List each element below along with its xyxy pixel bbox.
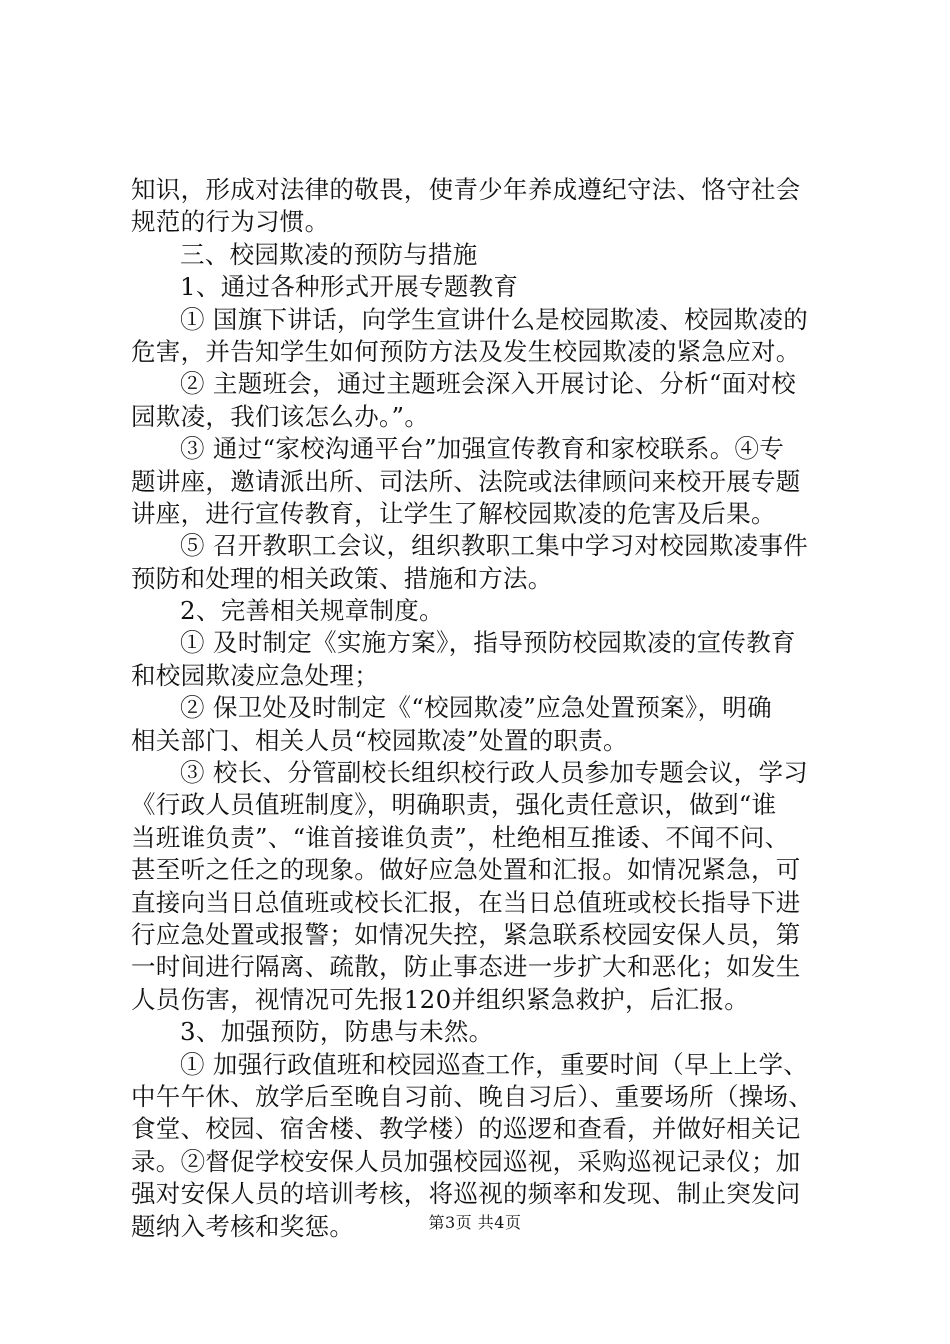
text-line: ⑤ 召开教职工会议，组织教职工集中学习对校园欺凌事件 xyxy=(180,531,809,561)
text-line: 甚至听之任之的现象。做好应急处置和汇报。如情况紧急，可 xyxy=(131,855,801,885)
text-line: 人员伤害，视情况可先报120并组织紧急救护，后汇报。 xyxy=(131,984,750,1014)
text-line: ① 国旗下讲话，向学生宣讲什么是校园欺凌、校园欺凌的 xyxy=(180,304,809,334)
text-line: 相关部门、相关人员“校园欺凌”处置的职责。 xyxy=(131,725,628,755)
section-heading: 三、校园欺凌的预防与措施 xyxy=(180,239,478,269)
text-line: 强对安保人员的培训考核，将巡视的频率和发现、制止突发问 xyxy=(131,1179,801,1209)
text-line: ① 加强行政值班和校园巡查工作，重要时间（早上上学、 xyxy=(180,1049,809,1079)
text-line: 录。②督促学校安保人员加强校园巡视，采购巡视记录仪；加 xyxy=(131,1146,801,1176)
text-line: ① 及时制定《实施方案》，指导预防校园欺凌的宣传教育 xyxy=(180,628,796,658)
text-line: 中午午休、放学后至晚自习前、晚自习后）、重要场所（操场、 xyxy=(131,1081,814,1111)
subsection-heading: 2、完善相关规章制度。 xyxy=(180,596,444,626)
text-line: 知识，形成对法律的敬畏，使青少年养成遵纪守法、恪守社会 xyxy=(131,175,801,204)
text-line: 一时间进行隔离、疏散，防止事态进一步扩大和恶化；如发生 xyxy=(131,952,801,982)
text-line: 食堂、校园、宿舍楼、教学楼）的巡逻和查看，并做好相关记 xyxy=(131,1114,801,1144)
text-line: 讲座，进行宣传教育，让学生了解校园欺凌的危害及后果。 xyxy=(131,498,776,528)
text-line: 行应急处置或报警；如情况失控，紧急联系校园安保人员，第 xyxy=(131,919,801,949)
text-line: ② 保卫处及时制定《“校园欺凌”应急处置预案》，明确 xyxy=(180,693,772,723)
text-line: 规范的行为习惯。 xyxy=(131,207,330,237)
text-line: ③ 通过“家校沟通平台”加强宣传教育和家校联系。④专 xyxy=(180,434,785,464)
page-footer xyxy=(0,1212,950,1234)
text-line: 直接向当日总值班或校长汇报，在当日总值班或校长指导下进 xyxy=(131,887,801,917)
text-line: 园欺凌，我们该怎么办。”。 xyxy=(131,401,430,431)
text-line: 预防和处理的相关政策、措施和方法。 xyxy=(131,563,553,593)
document-body xyxy=(131,174,831,1243)
text-line: 危害，并告知学生如何预防方法及发生校园欺凌的紧急应对。 xyxy=(131,336,801,366)
page-number-label: 第3页 共4页 xyxy=(428,1213,522,1232)
text-line: 题讲座，邀请派出所、司法所、法院或法律顾问来校开展专题 xyxy=(131,466,801,496)
text-line: 《行政人员值班制度》，明确职责，强化责任意识，做到“谁 xyxy=(131,790,777,820)
subsection-heading: 3、加强预防，防患与未然。 xyxy=(180,1017,494,1047)
text-line: 和校园欺凌应急处理； xyxy=(131,660,379,690)
text-line: 当班谁负责”、“谁首接谁负责”，杜绝相互推诿、不闻不问、 xyxy=(131,822,790,852)
subsection-heading: 1、通过各种形式开展专题教育 xyxy=(180,272,519,302)
text-line: ② 主题班会，通过主题班会深入开展讨论、分析“面对校 xyxy=(180,369,797,399)
text-line: 题纳入考核和奖惩。 xyxy=(131,1211,355,1241)
text-line: ③ 校长、分管副校长组织校行政人员参加专题会议，学习 xyxy=(180,758,809,788)
